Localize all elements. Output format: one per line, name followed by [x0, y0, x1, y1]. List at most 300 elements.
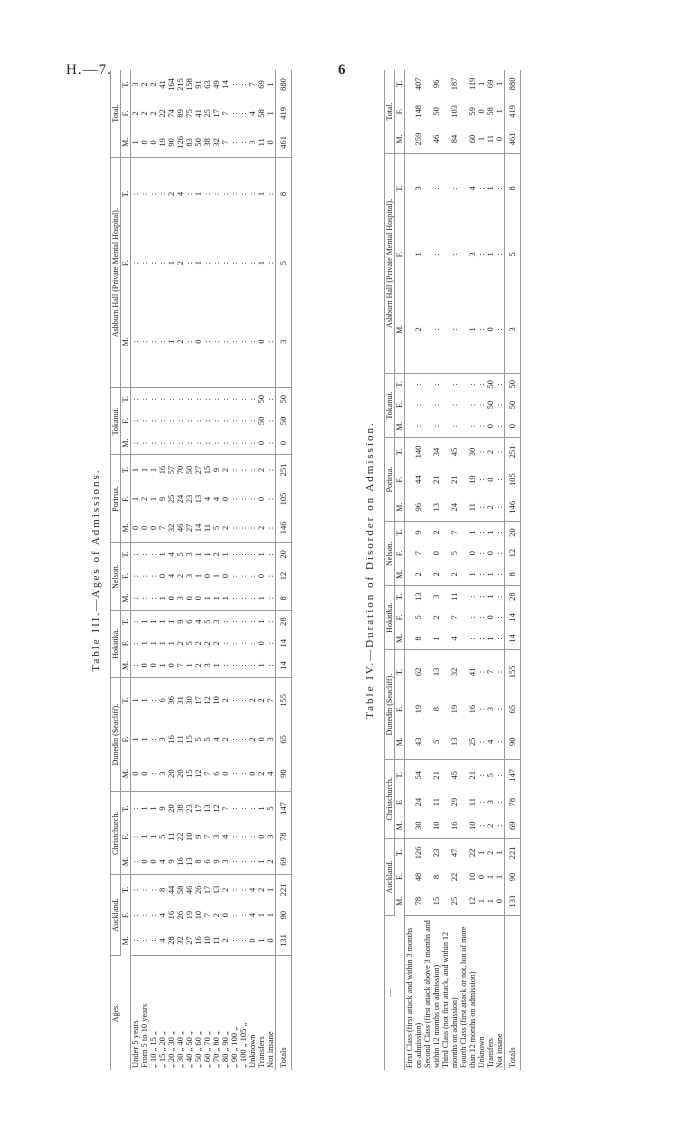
cell-value: 3 [265, 737, 275, 742]
cell-value: 19 [467, 475, 477, 484]
cell-value: 4 [220, 834, 230, 839]
cell-value: : [148, 192, 158, 196]
cell-value: 1 [256, 552, 266, 557]
cell-value: 15 [423, 887, 441, 915]
subheader: T. [395, 153, 405, 222]
subheader: T. [395, 70, 405, 98]
cell-value: 19 [449, 704, 459, 714]
cell-value: 96 [431, 79, 441, 89]
cell-value: 49 [211, 80, 221, 89]
cell-value: 8 [405, 628, 424, 650]
row-label: „ 100 „ 105 „ [238, 1022, 248, 1068]
cell-value: : [229, 835, 239, 838]
total-value: 20 [276, 543, 292, 565]
subheader: M. [395, 125, 405, 153]
cell-value: : [166, 397, 176, 401]
table-row [257, 70, 266, 1070]
cell-value: 23 [184, 494, 194, 504]
cell-value: 14 [194, 513, 203, 543]
subheader: F. [395, 223, 405, 286]
cell-value: 32 [176, 926, 185, 956]
cell-value: : [131, 587, 141, 610]
cell-value: : [441, 286, 459, 374]
cell-value: 21 [449, 475, 459, 484]
cell-value: 15 [185, 756, 194, 792]
cell-value: 3 [431, 594, 441, 599]
cell-value: : [130, 192, 140, 196]
cell-value: : [148, 419, 158, 422]
cell-value: : [131, 654, 141, 677]
row-label: Not insane [495, 1033, 504, 1068]
row-label: Transfers [486, 1038, 495, 1068]
cell-value: 34 [431, 447, 441, 457]
cell-value: 140 [413, 445, 423, 459]
total-value: 105 [276, 485, 292, 514]
cell-value: : [238, 553, 248, 556]
cell-value: 16 [194, 926, 203, 956]
cell-value: 19 [413, 704, 423, 714]
cell-value: 1 [413, 252, 423, 257]
cell-value: 69 [256, 80, 266, 89]
cell-value: 44 [166, 885, 176, 895]
cell-value: : [248, 513, 257, 543]
cell-value: 0 [256, 573, 266, 579]
total-value: 251 [276, 455, 292, 485]
cell-value: : [247, 835, 257, 838]
cell-value: : [230, 587, 239, 610]
group-header: Tokanui. [111, 388, 121, 455]
subheader: M. [395, 563, 405, 585]
cell-value: 1 [467, 530, 477, 535]
cell-value: 10 [423, 814, 441, 839]
total-value: 461 [276, 128, 292, 158]
cell-value: 0 [194, 296, 203, 388]
cell-value: : [220, 642, 230, 645]
cell-value: : [494, 707, 504, 711]
cell-value: : [229, 553, 239, 556]
cell-value: 1 [485, 594, 495, 599]
cell-value: 4 [247, 887, 257, 892]
cell-value: 47 [449, 848, 459, 858]
cell-value: : [202, 261, 212, 265]
cell-value: 63 [202, 80, 212, 89]
cell-value: 26 [193, 885, 203, 895]
table-row [212, 70, 221, 1070]
cell-value: 7 [202, 834, 212, 839]
group-header: Christchurch. [385, 759, 395, 838]
subheader: T. [121, 543, 131, 565]
cell-value: 1 [494, 850, 504, 855]
table-row [194, 70, 203, 1070]
cell-value: 1 [211, 573, 221, 579]
cell-value: : [494, 670, 504, 674]
cell-value: 2 [148, 82, 158, 87]
cell-value: 12 [202, 696, 212, 705]
cell-value: : [220, 261, 230, 265]
subheader: M. [121, 756, 131, 792]
cell-value: : [238, 574, 248, 578]
cell-value: 2 [139, 496, 149, 502]
cell-value: 17 [211, 109, 221, 118]
total-value: 50 [505, 373, 521, 394]
cell-value: 83 [185, 128, 194, 158]
cell-value: 0 [149, 128, 158, 158]
cell-value: 2 [256, 887, 266, 892]
table-row [477, 70, 486, 1070]
subheader: T. [121, 455, 131, 485]
cell-value: : [140, 587, 149, 610]
total-value: 8 [276, 157, 292, 230]
cell-value: 1 [494, 81, 504, 86]
page-header-left: H.—7. [66, 62, 112, 78]
subheader: F. [395, 543, 405, 564]
cell-value: : [148, 913, 158, 917]
cell-value: : [202, 192, 212, 196]
cell-value: : [239, 849, 248, 875]
cell-value: : [230, 296, 239, 388]
total-value: 90 [505, 725, 521, 759]
cell-value: 16 [166, 910, 176, 920]
cell-value: 0 [131, 756, 141, 792]
cell-value: : [238, 112, 248, 115]
total-value: 0 [505, 415, 521, 437]
cell-value: 11 [212, 926, 221, 956]
cell-value: 0 [167, 654, 176, 677]
cell-value: : [130, 261, 140, 265]
cell-value: : [495, 725, 505, 759]
row-label: „ 90 „ 100 „ [229, 1026, 239, 1068]
cell-value: : [148, 888, 158, 892]
cell-value: 4 [247, 913, 257, 918]
cell-value: : [248, 296, 257, 388]
cell-value: 5 [212, 513, 221, 543]
subheader: T. [395, 586, 405, 607]
cell-value: : [211, 261, 221, 265]
cell-value: : [130, 553, 140, 556]
cell-value: 3 [467, 252, 477, 257]
table-row [131, 70, 141, 1070]
subheader: M. [395, 415, 405, 437]
cell-value: 41 [467, 667, 477, 677]
total-value: 105 [505, 466, 521, 493]
cell-value: : [238, 620, 248, 623]
cell-value: 43 [405, 725, 424, 759]
cell-value: 17 [193, 696, 203, 705]
total-value: 50 [276, 388, 292, 410]
cell-value: : [494, 616, 504, 619]
cell-value: 7 [203, 756, 212, 792]
cell-value: 2 [221, 926, 230, 956]
cell-value: 1 [486, 628, 495, 650]
group-header: Ashburn Hall (Private Mental Hospital). [385, 153, 395, 373]
cell-value: 24 [441, 493, 459, 521]
cell-value: 1 [130, 496, 140, 502]
cell-value: 9 [167, 849, 176, 875]
cell-value: : [149, 587, 158, 610]
cell-value: 1 [476, 850, 486, 855]
cell-value: 2 [175, 260, 185, 266]
cell-value: 0 [140, 756, 149, 792]
cell-value: : [413, 403, 423, 407]
subheader: F. [395, 867, 405, 888]
cell-value: 1 [257, 654, 266, 677]
cell-value: : [140, 296, 149, 388]
group-header: Dunedin (Seacliff). [385, 650, 395, 759]
cell-value: : [494, 383, 504, 386]
table-row [405, 70, 424, 1070]
cell-value: 1 [166, 641, 176, 646]
table-row [149, 70, 158, 1070]
cell-value: 158 [184, 78, 194, 91]
cell-value: 22 [175, 832, 185, 842]
cell-value: : [131, 296, 141, 388]
group-header: Hokitika. [385, 586, 395, 650]
cell-value: : [230, 432, 239, 455]
subheader: F. [395, 607, 405, 628]
cell-value: 1 [157, 641, 167, 646]
cell-value: : [220, 419, 230, 422]
cell-value: : [494, 403, 504, 407]
cell-value: 103 [449, 105, 459, 118]
cell-value: : [148, 699, 158, 702]
cell-value: : [238, 807, 248, 810]
cell-value: 12 [459, 887, 477, 915]
cell-value: : [423, 286, 441, 374]
cell-value: 0 [220, 913, 230, 918]
total-value: 146 [505, 493, 521, 521]
cell-value: : [229, 192, 239, 196]
cell-value: 32 [167, 513, 176, 543]
total-value: 0 [276, 432, 292, 455]
row-label: „ 80 „ 90 „ [220, 1031, 230, 1068]
cell-value: : [494, 774, 504, 777]
cell-value: 9 [157, 806, 167, 811]
cell-value: 164 [166, 78, 176, 91]
subheader: M. [395, 725, 405, 759]
cell-value: 28 [167, 926, 176, 956]
subheader: M. [121, 432, 131, 455]
cell-value: 0 [220, 573, 230, 579]
cell-value: : [239, 128, 248, 158]
cell-value: 1 [485, 530, 495, 535]
cell-value: 0 [485, 477, 495, 482]
cell-value: : [157, 397, 167, 401]
cell-value: 6 [212, 756, 221, 792]
cell-value: : [247, 497, 257, 501]
cell-value: 1 [148, 496, 158, 502]
cell-value: : [239, 654, 248, 677]
cell-value: 6 [203, 849, 212, 875]
total-value: 131 [276, 926, 292, 956]
cell-value: : [140, 926, 149, 956]
row-label: „ 30 „ 40 „ [175, 1031, 185, 1068]
cell-value: 14 [220, 80, 230, 89]
cell-value: 7 [220, 806, 230, 811]
cell-value: 20 [176, 756, 185, 792]
cell-value: 0 [495, 125, 505, 153]
cell-value: 1 [221, 587, 230, 610]
cell-value: 1 [158, 587, 167, 610]
cell-value: 1 [265, 887, 275, 892]
cell-value: : [230, 654, 239, 677]
cell-value: 31 [175, 696, 185, 705]
cell-value: : [193, 397, 203, 401]
cell-value: 3 [485, 800, 495, 805]
cell-value: 41 [157, 80, 167, 89]
cell-value: : [247, 807, 257, 810]
cell-value: 2 [211, 641, 221, 646]
cell-value: 1 [130, 737, 140, 742]
cell-value: 89 [175, 109, 185, 118]
cell-value: : [130, 913, 140, 917]
cell-value: 1 [202, 552, 212, 557]
group-header: Dunedin (Seacliff). [111, 677, 121, 791]
cell-value: 0 [157, 573, 167, 579]
table-row [266, 70, 276, 1070]
subheader: M. [395, 286, 405, 374]
cell-value: 13 [423, 493, 441, 521]
cell-value: : [266, 432, 276, 455]
cell-value: : [476, 670, 486, 674]
cell-value: : [230, 513, 239, 543]
cell-value: : [238, 83, 248, 86]
cell-value: : [239, 296, 248, 388]
cell-value: 1 [256, 191, 266, 197]
group-header: Nelson. [111, 543, 121, 610]
group-header: Christchurch. [111, 792, 121, 875]
cell-value: 2 [247, 698, 257, 703]
cell-value: 148 [413, 105, 423, 118]
subheader: T. [121, 388, 131, 410]
cell-value: 0 [467, 551, 477, 556]
cell-value: 1 [139, 737, 149, 742]
cell-value: : [148, 553, 158, 556]
cell-value: 3 [265, 834, 275, 839]
cell-value: 1 [494, 874, 504, 880]
cell-value: : [221, 432, 230, 455]
cell-value: 50 [184, 465, 194, 475]
subheader: M. [121, 587, 131, 610]
cell-value: 0 [257, 432, 266, 455]
total-value: 12 [276, 565, 292, 586]
cell-value: 0 [202, 573, 212, 579]
cell-value: : [184, 419, 194, 422]
cell-value: 2 [441, 563, 459, 585]
cell-value: : [130, 835, 140, 838]
cell-value: 48 [413, 872, 423, 882]
cell-value: 13 [441, 725, 459, 759]
cell-value: : [467, 383, 477, 386]
cell-value: 0 [149, 513, 158, 543]
cell-value: 0 [140, 128, 149, 158]
cell-value: 2 [193, 641, 203, 646]
cell-value: : [238, 468, 248, 472]
cell-value: : [265, 574, 275, 578]
total-value: 8 [505, 153, 521, 222]
totals-label: Totals [505, 916, 521, 1071]
cell-value: 11 [449, 592, 459, 601]
row-label: From 5 to 10 years [139, 1003, 149, 1068]
cell-value: : [265, 397, 275, 401]
cell-value: 1 [212, 587, 221, 610]
cell-value: : [476, 800, 486, 804]
cell-value: 50 [256, 416, 266, 426]
cell-value: : [202, 397, 212, 401]
cell-value: 27 [185, 926, 194, 956]
cell-value: 4 [158, 849, 167, 875]
cell-value: : [494, 187, 504, 190]
cell-value: : [265, 261, 275, 265]
cell-value: 1 [157, 552, 167, 557]
subheader: F. [395, 466, 405, 493]
cell-value: 25 [441, 887, 459, 915]
cell-value: 0 [476, 874, 486, 880]
table-row [230, 70, 239, 1070]
cell-value: 13 [211, 885, 221, 895]
cell-value: 119 [467, 77, 477, 91]
cell-value: 15 [184, 735, 194, 744]
cell-value: : [229, 574, 239, 578]
cell-value: 46 [184, 885, 194, 895]
cell-value: 6 [184, 619, 194, 624]
cell-value: 1 [485, 874, 495, 880]
cell-value: 407 [413, 77, 423, 91]
cell-value: : [158, 432, 167, 455]
cell-value: 10 [467, 872, 477, 882]
cell-value: 0 [149, 849, 158, 875]
cell-value: : [265, 642, 275, 645]
cell-value: : [494, 253, 504, 256]
cell-value: 50 [256, 394, 266, 404]
total-value: 12 [505, 543, 521, 564]
cell-value: 46 [423, 125, 441, 153]
cell-value: : [238, 888, 248, 892]
total-value: 131 [505, 887, 521, 915]
table-row [185, 70, 194, 1070]
cell-value: : [459, 415, 477, 437]
cell-value: 2 [486, 493, 495, 521]
cell-value: 1 [494, 109, 504, 114]
cell-value: 25 [459, 725, 477, 759]
cell-value: : [459, 628, 477, 650]
cell-value: 2 [257, 756, 266, 792]
cell-value: : [247, 468, 257, 472]
cell-value: : [130, 620, 140, 623]
cell-value: 22 [157, 109, 167, 118]
subheader: F. [121, 485, 131, 514]
cell-value: 3 [130, 82, 140, 87]
cell-value: : [130, 397, 140, 401]
cell-value: 2 [175, 573, 185, 579]
cell-value: 1 [477, 125, 486, 153]
row-label: First Class (first attack and within 3 months on admission) [405, 927, 423, 1068]
cell-value: 0 [167, 587, 176, 610]
cell-value: : [185, 296, 194, 388]
group-header: Nelson. [385, 522, 395, 586]
cell-value: 29 [449, 797, 459, 807]
cell-value: 8 [431, 874, 441, 880]
subheader: T. [121, 610, 131, 632]
cell-value: 4 [486, 725, 495, 759]
cell-value: : [266, 654, 276, 677]
row-label: Second Class (first attack above 3 months and within 12 months on admission) [423, 920, 441, 1068]
cell-value: : [229, 261, 239, 265]
cell-value: 8 [157, 887, 167, 892]
cell-value: 23 [184, 804, 194, 813]
cell-value: 0 [248, 756, 257, 792]
cell-value: : [238, 642, 248, 645]
subheader: M. [395, 628, 405, 650]
